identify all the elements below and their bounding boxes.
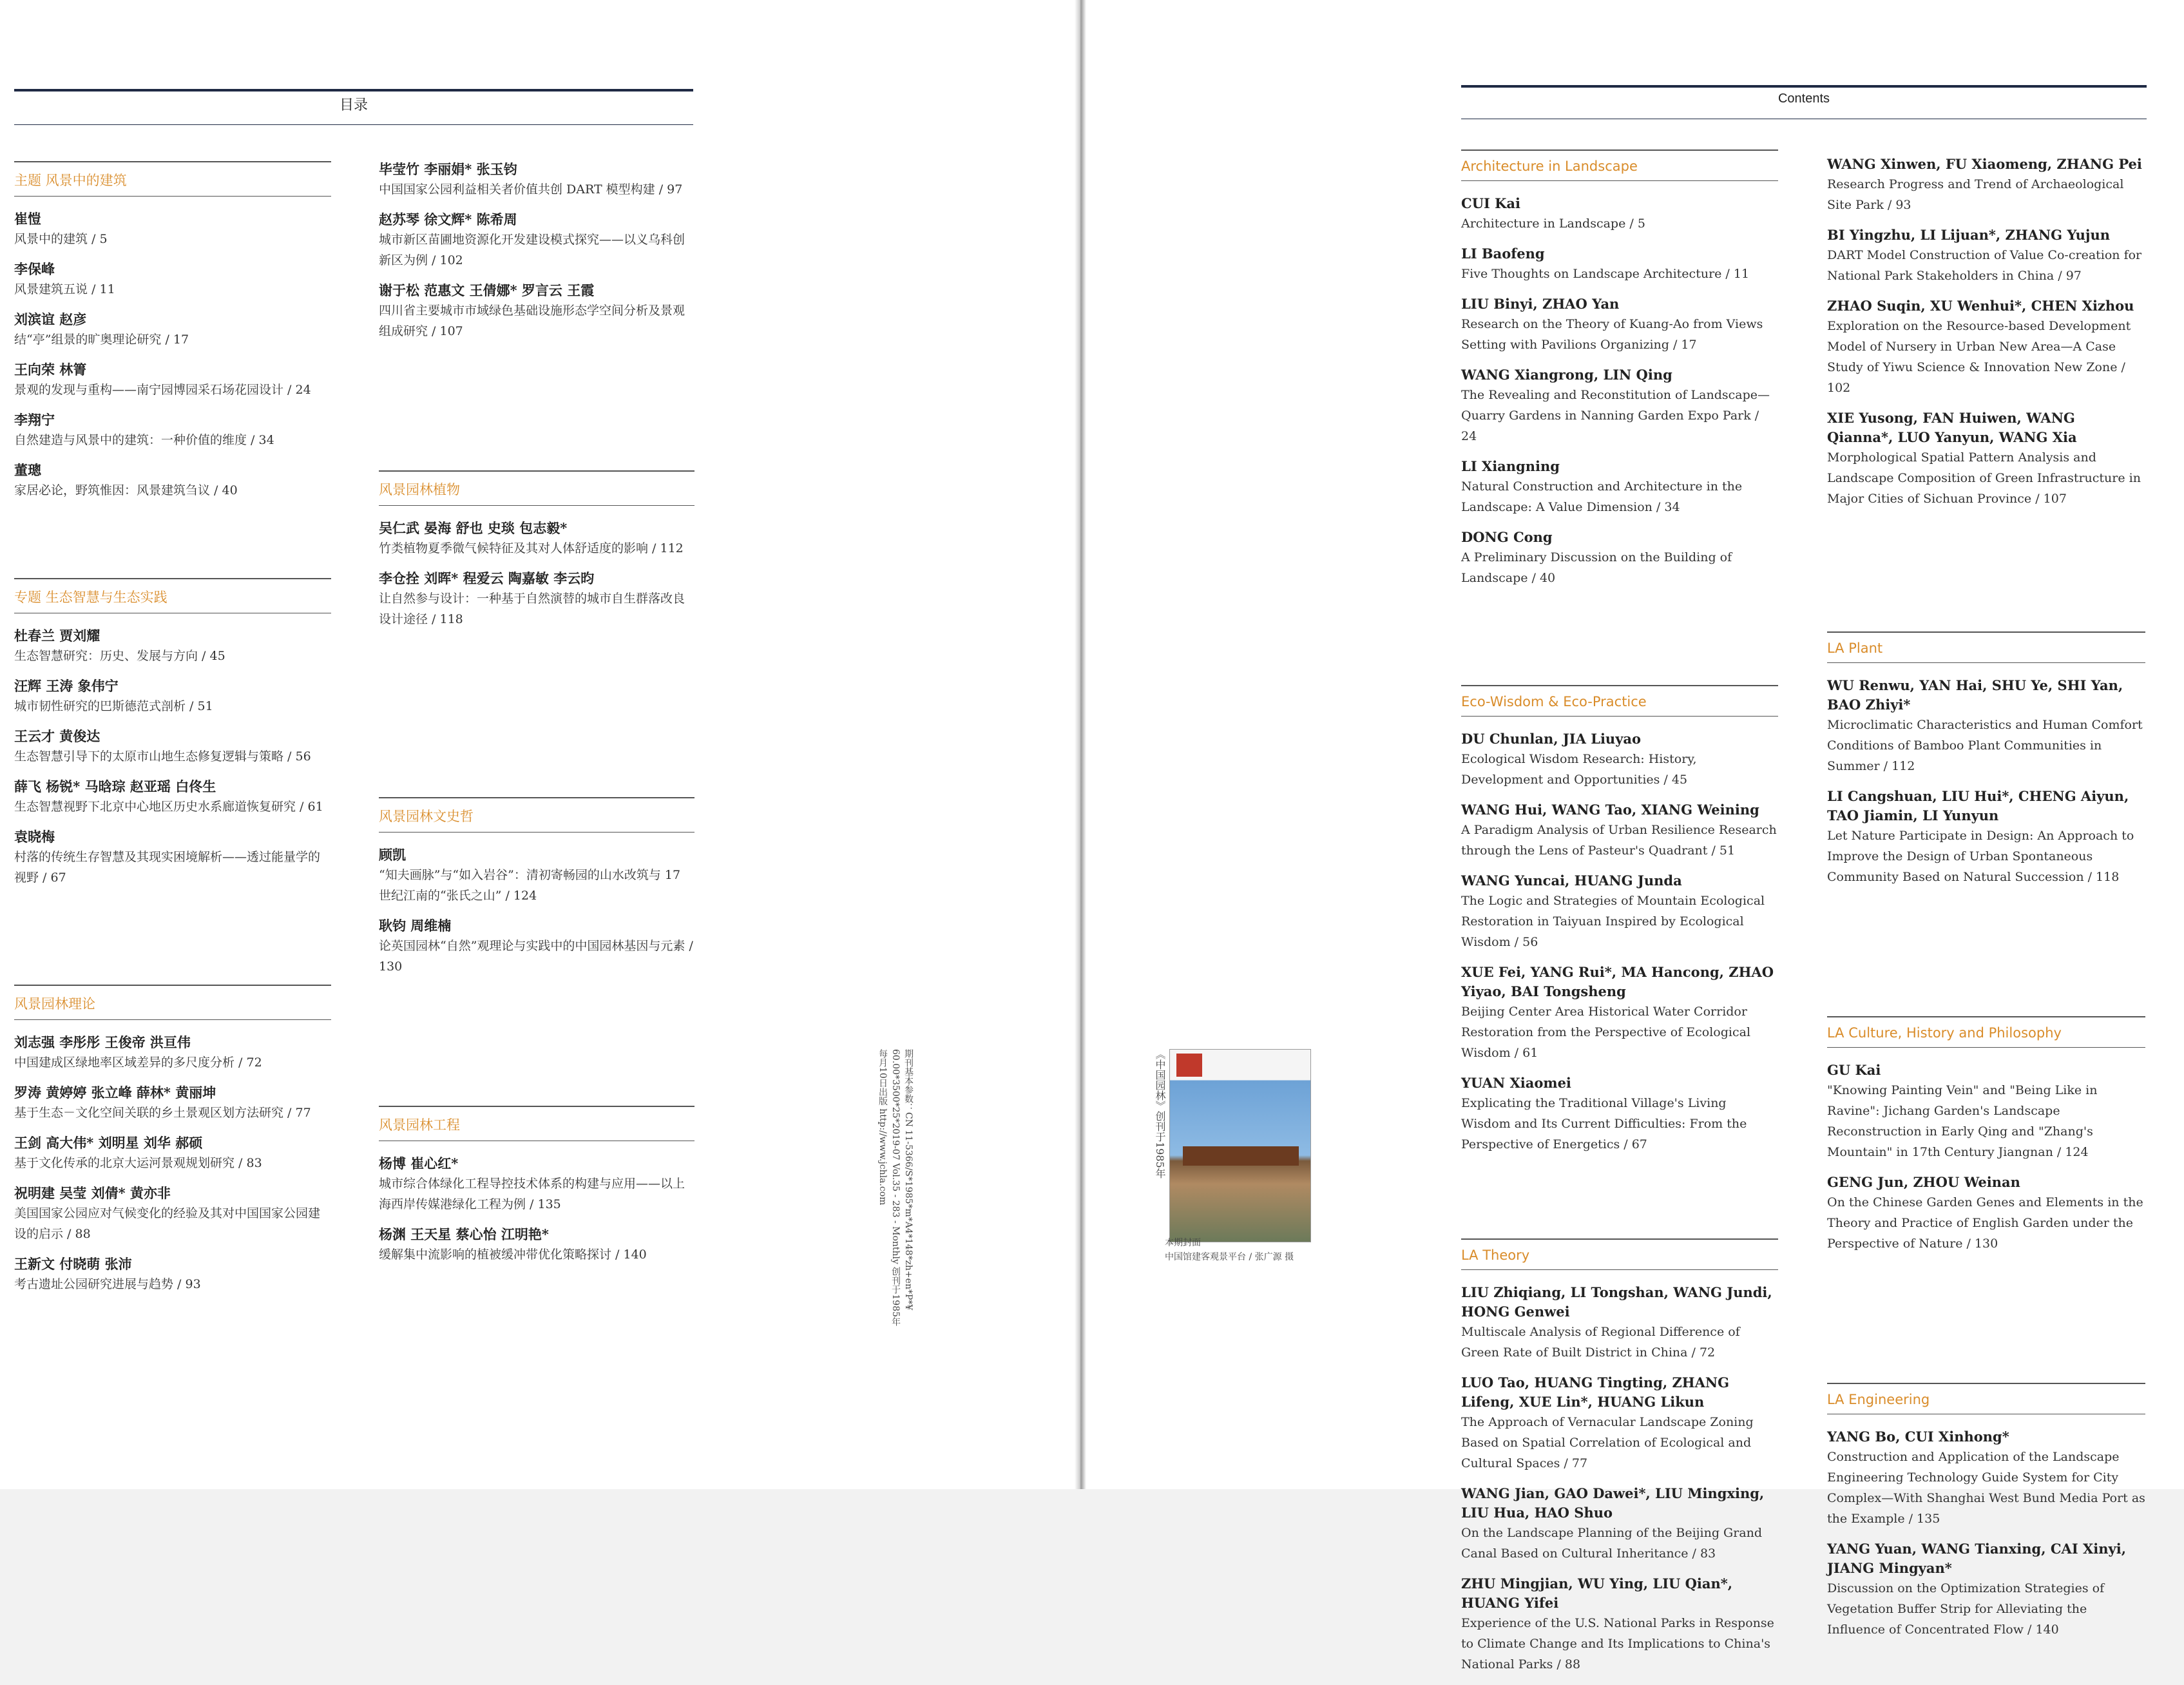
entry-authors: WU Renwu, YAN Hai, SHU Ye, SHI Yan, BAO Zhiyi* [1827,677,2123,713]
toc-entry[interactable] [14,1184,331,1244]
entry-title: Experience of the U.S. National Parks in Response to Climate Change and Its Implications to China's National Parks / 88 [1461,1616,1774,1671]
entry-authors: 赵苏琴 徐文辉* 陈希周 [379,211,517,227]
entry-authors: 刘滨谊 赵彦 [14,311,87,327]
cover-magazine-founded: 《中国园林》创刊于1985年 [1154,1049,1166,1179]
toc-entry[interactable] [1461,244,1778,284]
entry-authors: 顾凯 [379,847,406,863]
entry-authors: XUE Fei, YANG Rui*, MA Hancong, ZHAO Yiyao, BAI Tongsheng [1461,964,1774,999]
entry-title: 美国国家公园应对气候变化的经验及其对中国国家公园建设的启示 / 88 [14,1206,321,1241]
entry-title: Research on the Theory of Kuang-Ao from Views Setting with Pavilions Organizing / 17 [1461,317,1763,352]
entry-authors: 袁晓梅 [14,829,55,845]
entry-authors: XIE Yusong, FAN Huiwen, WANG Qianna*, LUO Yanyun, WANG Xia [1827,410,2077,445]
entry-authors: 吴仁武 晏海 舒也 史琰 包志毅* [379,520,568,536]
right-column-1 [1461,149,1778,1685]
section-title: 风景园林工程 [379,1117,460,1133]
entry-title: Morphological Spatial Pattern Analysis and Landscape Composition of Green Infrastructure in Major Cities of Sichuan Province / 107 [1827,450,2141,506]
entry-authors: GU Kai [1827,1062,1881,1078]
entry-authors: ZHAO Suqin, XU Wenhui*, CHEN Xizhou [1827,298,2134,314]
toc-section [379,470,694,630]
toc-entry[interactable] [14,626,331,666]
cover-caption-credit: 中国馆建客观景平台 / 张广源 摄 [1165,1252,1294,1262]
section-rule [1461,716,1778,717]
section-title: LA Culture, History and Philosophy [1827,1025,2062,1041]
entry-title: Construction and Application of the Landscape Engineering Technology Guide System for City Complex—With Shanghai West Bund Media Port as the Example / 135 [1827,1450,2145,1526]
toc-entry[interactable] [379,845,694,906]
toc-entry[interactable] [1461,1574,1778,1675]
entry-title: The Revealing and Reconstitution of Landscape—Quarry Gardens in Nanning Garden Expo Park / 24 [1461,388,1770,443]
entry-title: Discussion on the Optimization Strategies of Vegetation Buffer Strip for Alleviating the Influence of Concentrated Flow / 140 [1827,1581,2105,1637]
entry-authors: LUO Tao, HUANG Tingting, ZHANG Lifeng, XUE Lin*, HUANG Likun [1461,1374,1730,1410]
section-title: Eco-Wisdom & Eco-Practice [1461,694,1647,709]
toc-section [14,578,331,888]
entry-title: 村落的传统生存智慧及其现实困境解析——透过能量学的视野 / 67 [14,850,321,885]
entry-title: "Knowing Painting Vein" and "Being Like in Ravine": Jichang Garden's Landscape Reconstruction in Early Qing and "Zhang's Mountain" in 17th Century Jiangnan / 124 [1827,1083,2098,1159]
toc-entry[interactable] [14,209,331,249]
toc-entry[interactable] [379,210,694,271]
toc-entry[interactable] [1827,409,2145,509]
section-rule [14,196,331,197]
section-rule [1461,180,1778,181]
entry-authors: 李保峰 [14,261,55,277]
toc-entry[interactable] [379,569,694,630]
toc-entry[interactable] [14,727,331,767]
toc-section [379,1106,694,1265]
toc-entry[interactable] [1827,787,2145,887]
toc-entry[interactable] [14,260,331,300]
entry-authors: 李仓拴 刘晖* 程爱云 陶嘉敏 李云昀 [379,570,595,586]
toc-entry[interactable] [1461,1373,1778,1474]
toc-entry[interactable] [1827,676,2145,776]
toc-section [379,797,694,977]
toc-entry[interactable] [14,461,331,501]
entry-title: 中国国家公园利益相关者价值共创 DART 模型构建 / 97 [379,182,683,197]
section-title: 风景园林理论 [14,996,95,1012]
toc-entry[interactable] [14,777,331,817]
cover-caption [1165,1236,1294,1264]
entry-authors: LI Xiangning [1461,458,1560,474]
pavilion-roof-image [1183,1146,1299,1166]
toc-section [1827,631,2145,887]
toc-entry[interactable] [1461,365,1778,447]
entry-title: Ecological Wisdom Research: History, Development and Opportunities / 45 [1461,752,1697,787]
entry-title: 缓解集中流影响的植被缓冲带优化策略探讨 / 140 [379,1247,647,1262]
entry-title: Explicating the Traditional Village's Living Wisdom and Its Current Difficulties: From the Perspective of Energetics / 67 [1461,1096,1747,1151]
toc-entry[interactable] [1461,528,1778,588]
section-rule [14,1019,331,1020]
section-title: 风景园林文史哲 [379,809,474,824]
entry-title: 生态智慧视野下北京中心地区历史水系廊道恢复研究 / 61 [14,800,323,814]
entry-title: 竹类植物夏季微气候特征及其对人体舒适度的影响 / 112 [379,541,684,555]
toc-section [1827,155,2145,509]
toc-entry[interactable] [14,1133,331,1173]
entry-authors: YANG Yuan, WANG Tianxing, CAI Xinyi, JIANG Mingyan* [1827,1541,2127,1576]
entry-title: 城市综合体绿化工程导控技术体系的构建与应用——以上海西岸传媒港绿化工程为例 / 135 [379,1177,685,1211]
right-header-title: Contents [1777,91,1830,106]
section-rule [1827,1047,2145,1048]
entry-title: DART Model Construction of Value Co-creation for National Park Stakeholders in China / 97 [1827,248,2142,283]
entry-authors: 王剑 高大伟* 刘明星 刘华 郝硕 [14,1135,203,1151]
entry-authors: YANG Bo, CUI Xinhong* [1827,1429,2009,1445]
publication-info: 期刊基本参数：CN 11-5366/S*1985*m*A4*148*zh+en*P*¥ 60.00*3500*25*2019-07 Vol.35 - 283 - Monthly 创刊于1985年 每月10日出版 http://www.jchla.com [877,1049,914,1327]
entry-title: 基于生态－文化空间关联的乡土景观区划方法研究 / 77 [14,1106,311,1120]
entry-authors: WANG Xiangrong, LIN Qing [1461,367,1672,383]
entry-authors: 汪辉 王涛 象伟宁 [14,678,119,694]
toc-entry[interactable] [1827,296,2145,398]
entry-authors: LI Baofeng [1461,246,1545,262]
section-rule [379,832,694,833]
entry-title: “知夫画脉”与“如入岩谷”：清初寄畅园的山水改筑与 17 世纪江南的“张氏之山” / 124 [379,868,681,903]
left-column-1 [14,161,331,1305]
entry-title: Multiscale Analysis of Regional Difference of Green Rate of Built District in China / 72 [1461,1325,1740,1360]
cover-caption-title: 本期封面 [1165,1238,1201,1248]
toc-entry[interactable] [14,827,331,888]
entry-authors: DU Chunlan, JIA Liuyao [1461,731,1642,747]
entry-title: Architecture in Landscape / 5 [1461,217,1645,231]
toc-section [14,161,331,501]
toc-entry[interactable] [1827,155,2145,215]
entry-title: Exploration on the Resource-based Development Model of Nursery in Urban New Area—A Case Study of Yiwu Science & Innovation New Zone / 102 [1827,319,2131,395]
left-header-title: 目录 [339,97,368,113]
toc-entry[interactable] [1461,963,1778,1063]
entry-title: Beijing Center Area Historical Water Corridor Restoration from the Perspective of Ecological Wisdom / 61 [1461,1005,1751,1060]
entry-authors: 薛飞 杨锐* 马晗琮 赵亚瑶 白佟生 [14,778,216,794]
entry-title: 让自然参与设计：一种基于自然演替的城市自生群落改良设计途径 / 118 [379,592,685,626]
entry-authors: WANG Yuncai, HUANG Junda [1461,872,1682,889]
entry-authors: LIU Zhiqiang, LI Tongshan, WANG Jundi, HONG Genwei [1461,1284,1772,1320]
toc-entry[interactable] [1461,1484,1778,1564]
toc-section [1461,1238,1778,1675]
entry-authors: 李翔宁 [14,412,55,428]
entry-title: 自然建造与风景中的建筑：一种价值的维度 / 34 [14,433,274,447]
entry-title: On the Landscape Planning of the Beijing Grand Canal Based on Cultural Inheritance / 83 [1461,1526,1763,1561]
toc-entry[interactable] [1461,294,1778,355]
entry-authors: 罗涛 黄婷婷 张立峰 薛林* 黄丽坤 [14,1084,216,1101]
entry-authors: 毕莹竹 李丽娟* 张玉钧 [379,161,517,177]
toc-entry[interactable] [14,1033,331,1073]
section-rule [1461,1269,1778,1270]
section-rule [1827,662,2145,663]
entry-title: Let Nature Participate in Design: An Approach to Improve the Design of Urban Spontaneous Community Based on Natural Succession / 118 [1827,829,2134,884]
entry-authors: 耿钧 周维楠 [379,918,452,934]
entry-title: 景观的发现与重构——南宁园博园采石场花园设计 / 24 [14,383,311,397]
left-header-rule [14,89,693,91]
entry-title: 基于文化传承的北京大运河景观规划研究 / 83 [14,1156,262,1170]
section-title: LA Engineering [1827,1392,1930,1407]
entry-authors: 王新文 付晓萌 张沛 [14,1256,132,1272]
entry-authors: BI Yingzhu, LI Lijuan*, ZHANG Yujun [1827,227,2110,243]
entry-title: On the Chinese Garden Genes and Elements in the Theory and Practice of English Garden under the Perspective of Nature / 130 [1827,1195,2143,1251]
toc-section [1827,1383,2145,1640]
toc-entry[interactable] [1461,194,1778,234]
cover-thumbnail [1169,1049,1311,1242]
toc-entry[interactable] [379,160,694,200]
entry-authors: LIU Binyi, ZHAO Yan [1461,296,1620,312]
toc-entry[interactable] [1827,1061,2145,1162]
magazine-logo-icon [1176,1054,1202,1077]
toc-entry[interactable] [1461,457,1778,517]
entry-title: The Logic and Strategies of Mountain Ecological Restoration in Taiyuan Inspired by Ecological Wisdom / 56 [1461,894,1765,949]
book-gutter [1075,0,1086,1489]
section-title: 专题 生态智慧与生态实践 [14,590,168,605]
toc-entry[interactable] [14,360,331,400]
entry-authors: 祝明建 吴莹 刘倩* 黄亦非 [14,1185,171,1201]
toc-entry[interactable] [379,1154,694,1215]
toc-entry[interactable] [1461,1074,1778,1155]
entry-title: 风景建筑五说 / 11 [14,282,115,296]
entry-authors: WANG Xinwen, FU Xiaomeng, ZHANG Pei [1827,156,2142,172]
entry-title: Research Progress and Trend of Archaeological Site Park / 93 [1827,177,2124,212]
toc-section [14,985,331,1295]
section-rule [379,505,694,506]
entry-title: 中国建成区绿地率区域差异的多尺度分析 / 72 [14,1055,262,1070]
entry-title: 风景中的建筑 / 5 [14,232,108,246]
toc-entry[interactable] [1827,1173,2145,1254]
entry-title: Microclimatic Characteristics and Human Comfort Conditions of Bamboo Plant Communities in Summer / 112 [1827,718,2143,773]
toc-entry[interactable] [1461,800,1778,861]
entry-title: 考古遗址公园研究进展与趋势 / 93 [14,1277,201,1291]
left-column-2 [379,160,694,1275]
entry-authors: CUI Kai [1461,195,1520,211]
entry-title: 城市新区苗圃地资源化开发建设模式探究——以义乌科创新区为例 / 102 [379,233,685,267]
toc-entry[interactable] [14,310,331,350]
entry-title: 城市韧性研究的巴斯德范式剖析 / 51 [14,699,213,713]
section-title: 风景园林植物 [379,482,460,497]
entry-title: Natural Construction and Architecture in the Landscape: A Value Dimension / 34 [1461,479,1743,514]
entry-authors: 王向荣 林箐 [14,361,87,378]
entry-authors: 杨博 崔心红* [379,1155,459,1171]
entry-authors: WANG Hui, WANG Tao, XIANG Weining [1461,802,1759,818]
entry-authors: LI Cangshuan, LIU Hui*, CHENG Aiyun, TAO Jiamin, LI Yunyun [1827,788,2129,823]
entry-authors: YUAN Xiaomei [1461,1075,1571,1091]
toc-entry[interactable] [1827,226,2145,286]
entry-authors: 王云才 黄俊达 [14,728,101,744]
toc-section [379,160,694,342]
entry-title: A Preliminary Discussion on the Building of Landscape / 40 [1461,550,1732,585]
toc-entry[interactable] [14,410,331,450]
entry-authors: 杜春兰 贾刘耀 [14,628,101,644]
toc-entry[interactable] [1827,1427,2145,1529]
entry-title: 生态智慧研究：历史、发展与方向 / 45 [14,649,225,663]
toc-entry[interactable] [379,281,694,342]
toc-entry[interactable] [14,1255,331,1295]
entry-authors: DONG Cong [1461,529,1553,545]
entry-authors: 谢于松 范惠文 王倩娜* 罗言云 王霞 [379,282,595,298]
toc-entry[interactable] [14,1083,331,1123]
entry-authors: GENG Jun, ZHOU Weinan [1827,1174,2020,1190]
toc-section [1461,149,1778,588]
toc-entry[interactable] [14,677,331,717]
toc-entry[interactable] [1461,871,1778,952]
entry-authors: ZHU Mingjian, WU Ying, LIU Qian*, HUANG Yifei [1461,1575,1733,1611]
section-title: LA Plant [1827,640,1883,656]
entry-title: 家居必论，野筑惟因：风景建筑刍议 / 40 [14,483,238,497]
entry-title: 结“亭”组景的旷奥理论研究 / 17 [14,332,189,347]
toc-entry[interactable] [1461,1283,1778,1363]
toc-entry[interactable] [1827,1539,2145,1640]
toc-section [1827,1016,2145,1254]
entry-authors: WANG Jian, GAO Dawei*, LIU Mingxing, LIU Hua, HAO Shuo [1461,1485,1765,1521]
entry-authors: 崔愷 [14,211,41,227]
entry-title: 生态智慧引导下的太原市山地生态修复逻辑与策略 / 56 [14,749,311,764]
entry-authors: 董璁 [14,462,41,478]
right-column-2 [1827,155,2145,1650]
entry-title: 四川省主要城市市域绿色基础设施形态学空间分析及景观组成研究 / 107 [379,303,685,338]
toc-entry[interactable] [379,916,694,977]
entry-authors: 杨渊 王天星 蔡心怡 江明艳* [379,1226,549,1242]
section-title: Architecture in Landscape [1461,159,1638,174]
right-header-rule [1461,85,2147,88]
section-title: LA Theory [1461,1247,1530,1263]
toc-entry[interactable] [1461,729,1778,790]
entry-title: 论英国园林“自然”观理论与实践中的中国园林基因与元素 / 130 [379,939,693,974]
toc-entry[interactable] [379,519,694,559]
section-title: 主题 风景中的建筑 [14,173,127,188]
entry-title: The Approach of Vernacular Landscape Zoning Based on Spatial Correlation of Ecological and Cultural Spaces / 77 [1461,1415,1754,1470]
left-header-rule-bottom [14,124,693,125]
entry-authors: 刘志强 李彤彤 王俊帝 洪亘伟 [14,1034,191,1050]
toc-section [1461,685,1778,1155]
entry-title: A Paradigm Analysis of Urban Resilience Research through the Lens of Pasteur's Quadrant / 51 [1461,823,1777,858]
entry-title: Five Thoughts on Landscape Architecture / 11 [1461,267,1750,281]
toc-entry[interactable] [379,1225,694,1265]
